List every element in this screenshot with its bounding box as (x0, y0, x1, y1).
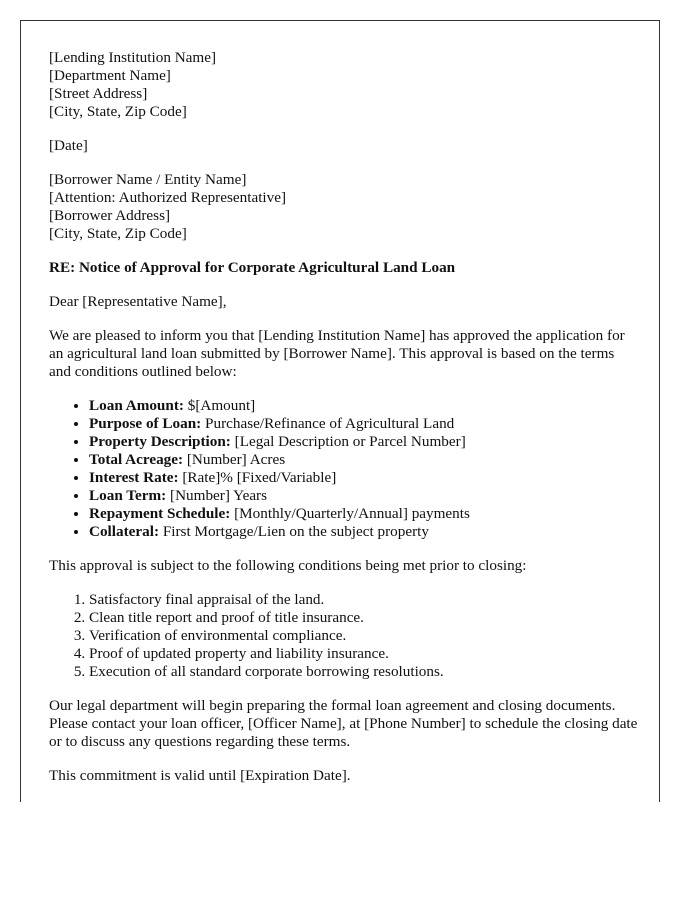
term-label: Repayment Schedule: (89, 505, 231, 522)
term-value: [Number] Acres (183, 451, 286, 468)
conditions-intro: This approval is subject to the following conditions being met prior to closing: (49, 557, 527, 574)
term-label: Loan Term: (89, 487, 167, 504)
date-text: [Date] (49, 137, 88, 154)
subject-line: RE: Notice of Approval for Corporate Agricultural Land Loan (49, 259, 456, 276)
condition-item: 5. Execution of all standard corporate borrowing resolutions. (89, 663, 639, 681)
term-value: [Monthly/Quarterly/Annual] payments (230, 505, 470, 522)
term-label: Purpose of Loan: (89, 415, 202, 432)
sender-institution: [Lending Institution Name] (49, 49, 217, 66)
salutation: Dear [Representative Name], (49, 293, 227, 310)
term-label: Loan Amount: (89, 397, 184, 414)
term-repayment-schedule (89, 505, 639, 523)
term-value: [Rate]% [Fixed/Variable] (178, 469, 337, 486)
closing-paragraph: Our legal department will begin preparing the formal loan agreement and closing documents. Please contact your loan officer, [Officer Name], at [Phone Number] to schedule the closing date or to discuss any questions regarding these terms. (49, 697, 638, 750)
term-collateral (89, 523, 639, 541)
recipient-city-state-zip: [City, State, Zip Code] (49, 225, 187, 242)
recipient-attention: [Attention: Authorized Representative] (49, 189, 287, 206)
loan-terms-list (49, 397, 639, 541)
term-value: Purchase/Refinance of Agricultural Land (201, 415, 455, 432)
conditions-list (49, 591, 639, 681)
term-label: Total Acreage: (89, 451, 184, 468)
intro-paragraph: We are pleased to inform you that [Lending Institution Name] has approved the application for an agricultural land loan submitted by [Borrower Name]. This approval is based on the terms and conditions outlined below: (49, 327, 625, 380)
term-loan-amount (89, 397, 639, 415)
condition-item: 4. Proof of updated property and liability insurance. (89, 645, 639, 663)
term-value: $[Amount] (183, 397, 256, 414)
term-loan-term (89, 487, 639, 505)
condition-item: 3. Verification of environmental compliance. (89, 627, 639, 645)
term-value: [Number] Years (166, 487, 268, 504)
letter-page (20, 20, 660, 802)
recipient-name: [Borrower Name / Entity Name] (49, 171, 247, 188)
sender-street: [Street Address] (49, 85, 148, 102)
term-purpose (89, 415, 639, 433)
condition-item: 2. Clean title report and proof of title insurance. (89, 609, 639, 627)
letter-date (49, 137, 639, 155)
term-label: Interest Rate: (89, 469, 179, 486)
term-interest-rate (89, 469, 639, 487)
recipient-address (49, 171, 639, 243)
validity-statement: This commitment is valid until [Expiration Date]. (49, 767, 351, 784)
term-label: Collateral: (89, 523, 160, 540)
condition-item: 1. Satisfactory final appraisal of the land. (89, 591, 639, 609)
term-value: [Legal Description or Parcel Number] (230, 433, 466, 450)
term-label: Property Description: (89, 433, 231, 450)
sender-address (49, 49, 639, 121)
term-value: First Mortgage/Lien on the subject property (159, 523, 429, 540)
term-property-description (89, 433, 639, 451)
recipient-street: [Borrower Address] (49, 207, 171, 224)
sender-department: [Department Name] (49, 67, 171, 84)
sender-city-state-zip: [City, State, Zip Code] (49, 103, 187, 120)
letter-body (49, 49, 639, 801)
term-total-acreage (89, 451, 639, 469)
